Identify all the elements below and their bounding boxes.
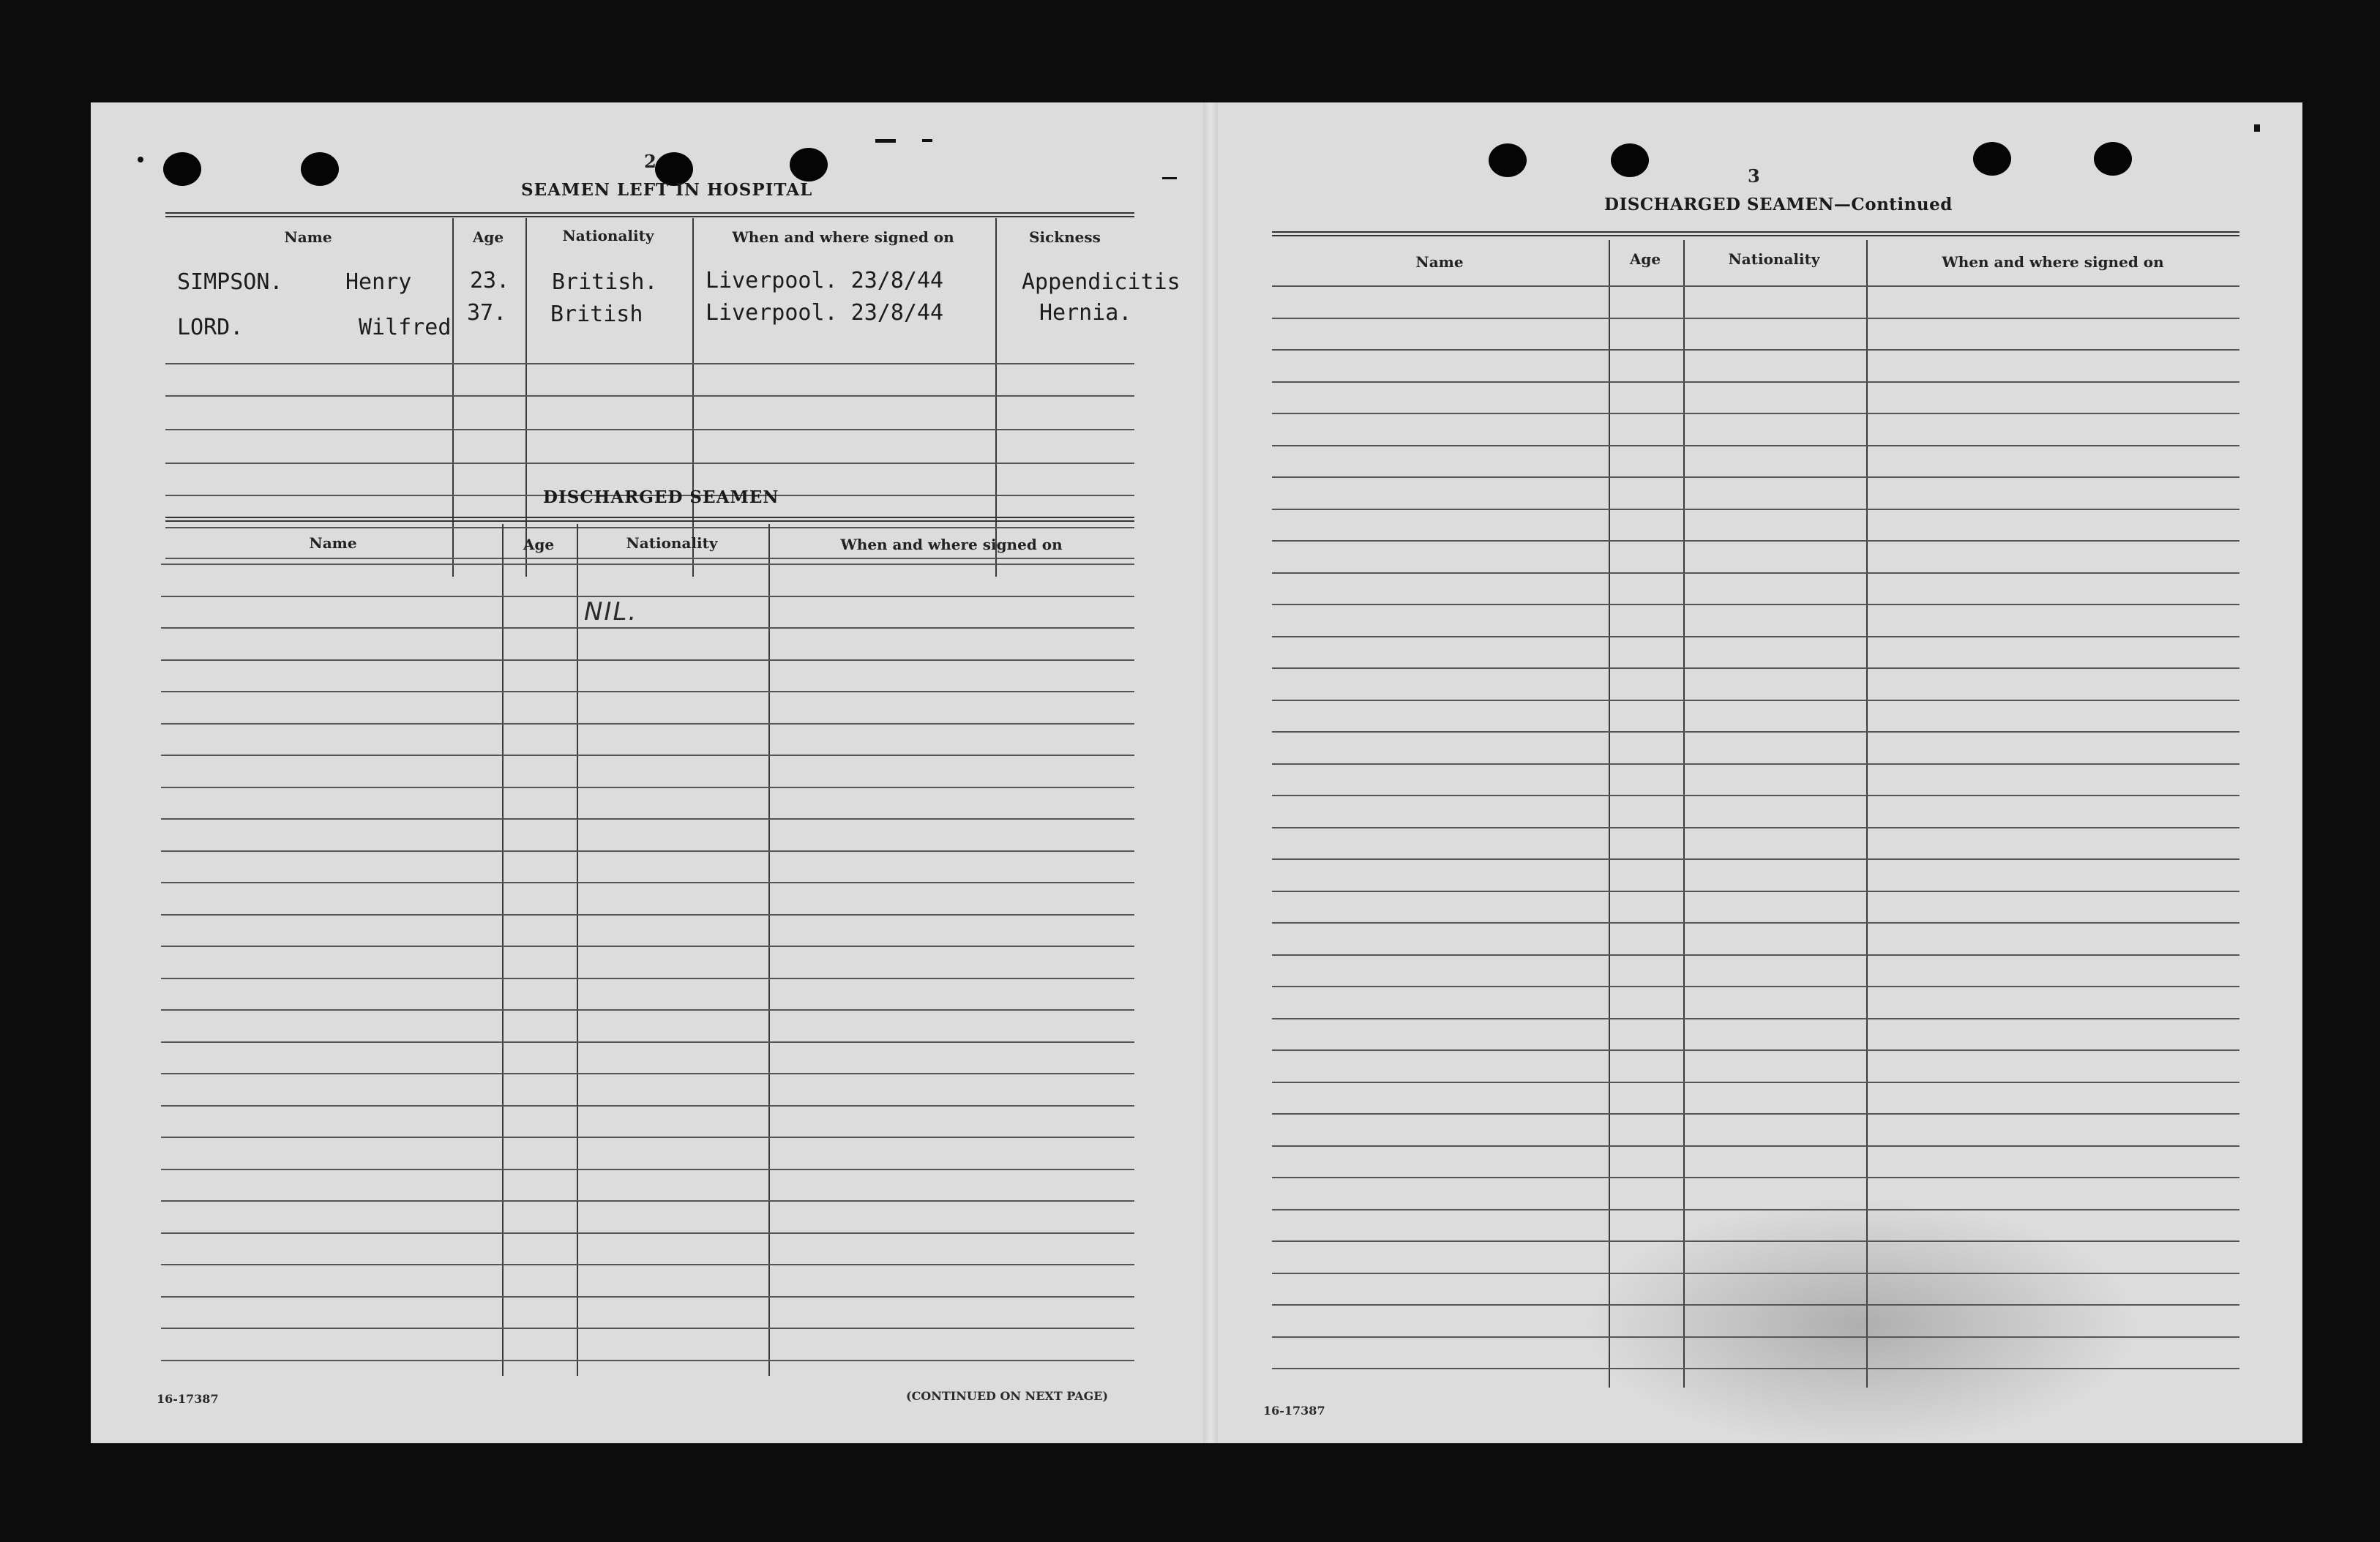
punch-hole	[790, 148, 828, 181]
discharged-row-rule	[161, 978, 1134, 979]
hospital-row-rule	[165, 527, 1134, 528]
discharged-header-nationality: Nationality	[626, 534, 718, 552]
ink-speck	[1162, 177, 1177, 179]
right-row-rule	[1272, 1018, 2239, 1019]
punch-hole	[2094, 142, 2132, 176]
discharged-row-rule	[161, 1041, 1134, 1043]
right-row-rule	[1272, 604, 2239, 605]
hospital-row-rule	[165, 395, 1134, 397]
right-row-rule	[1272, 318, 2239, 319]
continued-note: (CONTINUED ON NEXT PAGE)	[906, 1389, 1109, 1403]
discharged-row-rule	[161, 1137, 1134, 1138]
hospital-row-rule	[165, 558, 1134, 559]
discharged-title-rule	[165, 517, 1134, 522]
discharged-row-rule	[161, 1232, 1134, 1234]
document-sheet	[91, 102, 2302, 1443]
discharged-row-rule	[161, 1169, 1134, 1170]
hospital-row-1-age: 23.	[470, 268, 510, 293]
right-row-rule	[1272, 986, 2239, 987]
right-row-rule	[1272, 349, 2239, 351]
discharged-row-rule	[161, 691, 1134, 692]
hospital-column-divider	[995, 218, 997, 577]
discharged-row-rule	[161, 755, 1134, 756]
punch-hole	[301, 152, 339, 186]
punch-hole	[1973, 142, 2011, 176]
ink-speck	[2254, 124, 2260, 132]
punch-hole	[163, 152, 201, 186]
right-row-rule	[1272, 572, 2239, 574]
discharged-row-rule	[161, 1200, 1134, 1202]
discharged-row-rule	[161, 1264, 1134, 1265]
hospital-row-1-signed-on: Liverpool. 23/8/44	[706, 268, 944, 293]
punch-hole	[1489, 143, 1527, 177]
hospital-column-divider	[692, 218, 694, 577]
right-row-rule	[1272, 954, 2239, 956]
hospital-row-2-given-name: Wilfred	[359, 315, 452, 340]
right-row-rule	[1272, 476, 2239, 478]
right-page-number: 3	[1748, 165, 1760, 187]
discharged-row-rule	[161, 1009, 1134, 1011]
hospital-row-2-signed-on: Liverpool. 23/8/44	[706, 300, 944, 326]
right-row-rule	[1272, 667, 2239, 669]
discharged-row-rule	[161, 1296, 1134, 1298]
handwritten-nil-entry: NIL.	[584, 597, 638, 626]
hospital-row-1-sickness: Appendicitis	[1022, 269, 1180, 295]
hospital-row-2-nationality: British	[550, 302, 643, 327]
discharged-column-divider	[768, 524, 770, 1376]
hospital-column-divider	[452, 218, 454, 577]
hospital-row-1-given-name: Henry	[345, 269, 412, 295]
hospital-header-nationality: Nationality	[562, 227, 654, 244]
right-row-rule	[1272, 509, 2239, 510]
discharged-row-rule	[161, 850, 1134, 852]
discharged-row-rule	[161, 946, 1134, 947]
discharged-row-rule	[161, 787, 1134, 788]
ink-speck	[138, 157, 143, 162]
right-row-rule	[1272, 540, 2239, 542]
discharged-column-divider	[502, 524, 504, 1376]
page-fold	[1203, 102, 1218, 1443]
discharged-header-name: Name	[309, 534, 357, 552]
discharged-row-rule	[161, 882, 1134, 883]
discharged-row-rule	[161, 1073, 1134, 1074]
right-row-rule	[1272, 922, 2239, 924]
discharged-row-rule	[161, 914, 1134, 916]
right-row-rule	[1272, 1145, 2239, 1147]
hospital-row-rule	[165, 363, 1134, 364]
hospital-header-name: Name	[284, 228, 332, 246]
right-title-rule	[1272, 231, 2239, 236]
right-row-rule	[1272, 795, 2239, 796]
right-row-rule	[1272, 413, 2239, 414]
discharged-row-rule	[161, 564, 1134, 565]
discharged-row-rule	[161, 723, 1134, 725]
right-header-name: Name	[1415, 253, 1464, 271]
right-row-rule	[1272, 827, 2239, 828]
hospital-row-1-nationality: British.	[552, 269, 658, 295]
discharged-row-rule	[161, 659, 1134, 661]
right-row-rule	[1272, 445, 2239, 446]
right-row-rule	[1272, 1082, 2239, 1083]
right-row-rule	[1272, 381, 2239, 383]
right-header-nationality: Nationality	[1728, 250, 1820, 268]
right-form-number: 16-17387	[1263, 1404, 1325, 1418]
discharged-header-signed-on: When and where signed on	[840, 536, 1063, 553]
water-stain	[1584, 1200, 2140, 1449]
ink-speck	[922, 139, 932, 142]
hospital-section-title: SEAMEN LEFT IN HOSPITAL	[521, 180, 813, 200]
right-row-rule	[1272, 1177, 2239, 1178]
discharged-header-age: Age	[523, 536, 555, 553]
right-row-rule	[1272, 891, 2239, 892]
discharged-row-rule	[161, 1328, 1134, 1329]
left-form-number: 16-17387	[157, 1392, 219, 1406]
right-section-title: DISCHARGED SEAMEN—Continued	[1604, 195, 1953, 214]
hospital-column-divider	[525, 218, 527, 577]
hospital-row-2-surname: LORD.	[177, 315, 244, 340]
hospital-row-1-surname: SIMPSON.	[177, 269, 283, 295]
discharged-row-rule	[161, 818, 1134, 820]
right-row-rule	[1272, 731, 2239, 733]
right-row-rule	[1272, 285, 2239, 287]
discharged-row-rule	[161, 627, 1134, 629]
hospital-row-2-age: 37.	[467, 300, 507, 326]
right-row-rule	[1272, 700, 2239, 701]
right-row-rule	[1272, 858, 2239, 860]
hospital-row-rule	[165, 463, 1134, 464]
hospital-header-signed-on: When and where signed on	[732, 228, 954, 246]
hospital-title-rule	[165, 212, 1134, 217]
discharged-row-rule	[161, 596, 1134, 597]
right-row-rule	[1272, 636, 2239, 637]
right-row-rule	[1272, 1113, 2239, 1115]
hospital-header-age: Age	[472, 228, 504, 246]
punch-hole	[1611, 143, 1649, 177]
right-header-signed-on: When and where signed on	[1942, 253, 2164, 271]
hospital-row-rule	[165, 429, 1134, 430]
discharged-row-rule	[161, 1105, 1134, 1107]
hospital-header-sickness: Sickness	[1029, 228, 1101, 246]
discharged-row-rule	[161, 1360, 1134, 1361]
discharged-section-title: DISCHARGED SEAMEN	[543, 487, 779, 507]
ink-speck	[875, 139, 896, 143]
left-page-number: 2	[644, 151, 656, 172]
right-row-rule	[1272, 1049, 2239, 1051]
right-header-age: Age	[1629, 250, 1661, 268]
discharged-column-divider	[577, 524, 578, 1376]
right-row-rule	[1272, 763, 2239, 765]
hospital-row-2-sickness: Hernia.	[1039, 300, 1132, 326]
